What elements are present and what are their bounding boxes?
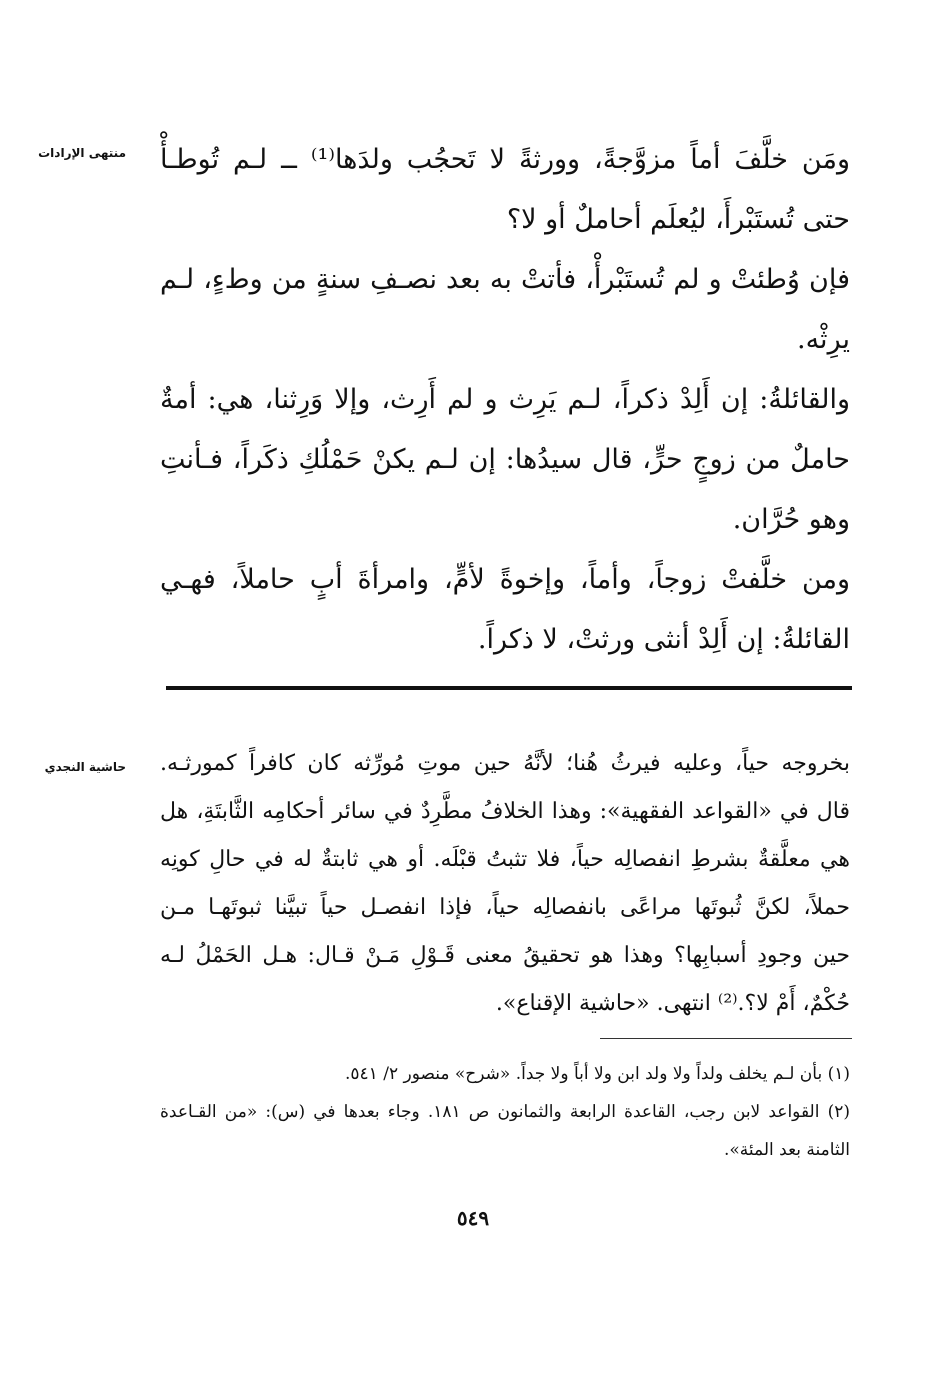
section-divider	[166, 686, 852, 690]
main-line-2: حتى تُستَبْرأَ، ليُعلَم أحاملٌ أو لا؟	[506, 204, 850, 235]
main-line-5: والقائلةُ: إن أَلِدْ ذكراً، لـم يَرِث و لم أَرِث، وإلا وَرِثنا، هي: أمةٌ	[160, 384, 850, 415]
footnote-1: (١) بأن لـم يخلف ولداً ولا ولد ابن ولا أباً ولا جداً. «شرح» منصور ٢/ ٥٤١.	[345, 1064, 850, 1084]
commentary-line-2: قال في «القواعد الفقهية»: وهذا الخلافُ مطَّرِدٌ في سائر أحكامِه الثَّابتَةِ، هل	[160, 799, 850, 824]
commentary-block	[160, 740, 850, 1028]
main-line-3: فإن وُطئتْ و لم تُستَبْرأْ، فأتتْ به بعد نصـفِ سنةٍ من وطءٍ، لـم	[160, 264, 850, 295]
commentary-line-3: هي معلَّقةٌ بشرطِ انفصالِه حياً، فلا تثبتُ قبْلَه. أو هي ثابتةٌ له في حالِ كونِه	[160, 847, 850, 872]
main-line-1: ومَن خلَّفَ أماً مزوَّجةً، وورثةً لا تَحجُب ولدَها⁽¹⁾ ــ لـم تُوطـأْ	[160, 144, 850, 175]
main-line-6: حاملٌ من زوجٍ حرٍّ، قال سيدُها: إن لـم يكنْ حَمْلُكِ ذكَراً، فـأنتِ	[160, 444, 850, 475]
main-line-9: القائلةُ: إن أَلِدْ أنثى ورثتْ، لا ذكراً.	[477, 624, 850, 655]
footnote-2: (٢) القواعد لابن رجب، القاعدة الرابعة والثمانون ص ١٨١. وجاء بعدها في (س): «من القـاعدة	[160, 1102, 850, 1122]
commentary-line-5: حين وجودِ أسبابِها؟ وهذا هو تحقيقُ معنى قَـوْلِ مَـنْ قـال: هـل الحَمْلُ لـه	[160, 943, 850, 968]
footnotes-block	[160, 1055, 850, 1169]
running-header-main-text: منتهى الإرادات	[38, 146, 126, 160]
main-line-4: يرِثْه.	[797, 324, 850, 355]
main-text-block	[160, 130, 850, 670]
commentary-line-4: حملاً، لكنَّ ثُبوتَها مراعًى بانفصالِه حياً، فإذا انفصـل حياً تبيَّنا ثبوتَهـا مـن	[160, 895, 850, 920]
page-number: ٥٤٩	[456, 1206, 490, 1230]
running-header-commentary: حاشية النجدي	[44, 760, 126, 774]
commentary-line-1: بخروجه حياً، وعليه فيرثُ هُنا؛ لأنَّهُ حين موتِ مُورِّثه كان كافراً كمورثـه.	[160, 751, 850, 776]
footnote-2-continued: الثامنة بعد المئة».	[723, 1140, 850, 1160]
main-line-8: ومن خلَّفتْ زوجاً، وأماً، وإخوةً لأمٍّ، وامرأةَ أبٍ حاملاً، فهـي	[160, 564, 850, 595]
commentary-line-6: حُكْمٌ، أَمْ لا؟.⁽²⁾ انتهى. «حاشية الإقناع».	[495, 991, 850, 1016]
main-line-7: وهو حُرَّان.	[732, 504, 850, 535]
footnote-divider	[600, 1038, 852, 1039]
